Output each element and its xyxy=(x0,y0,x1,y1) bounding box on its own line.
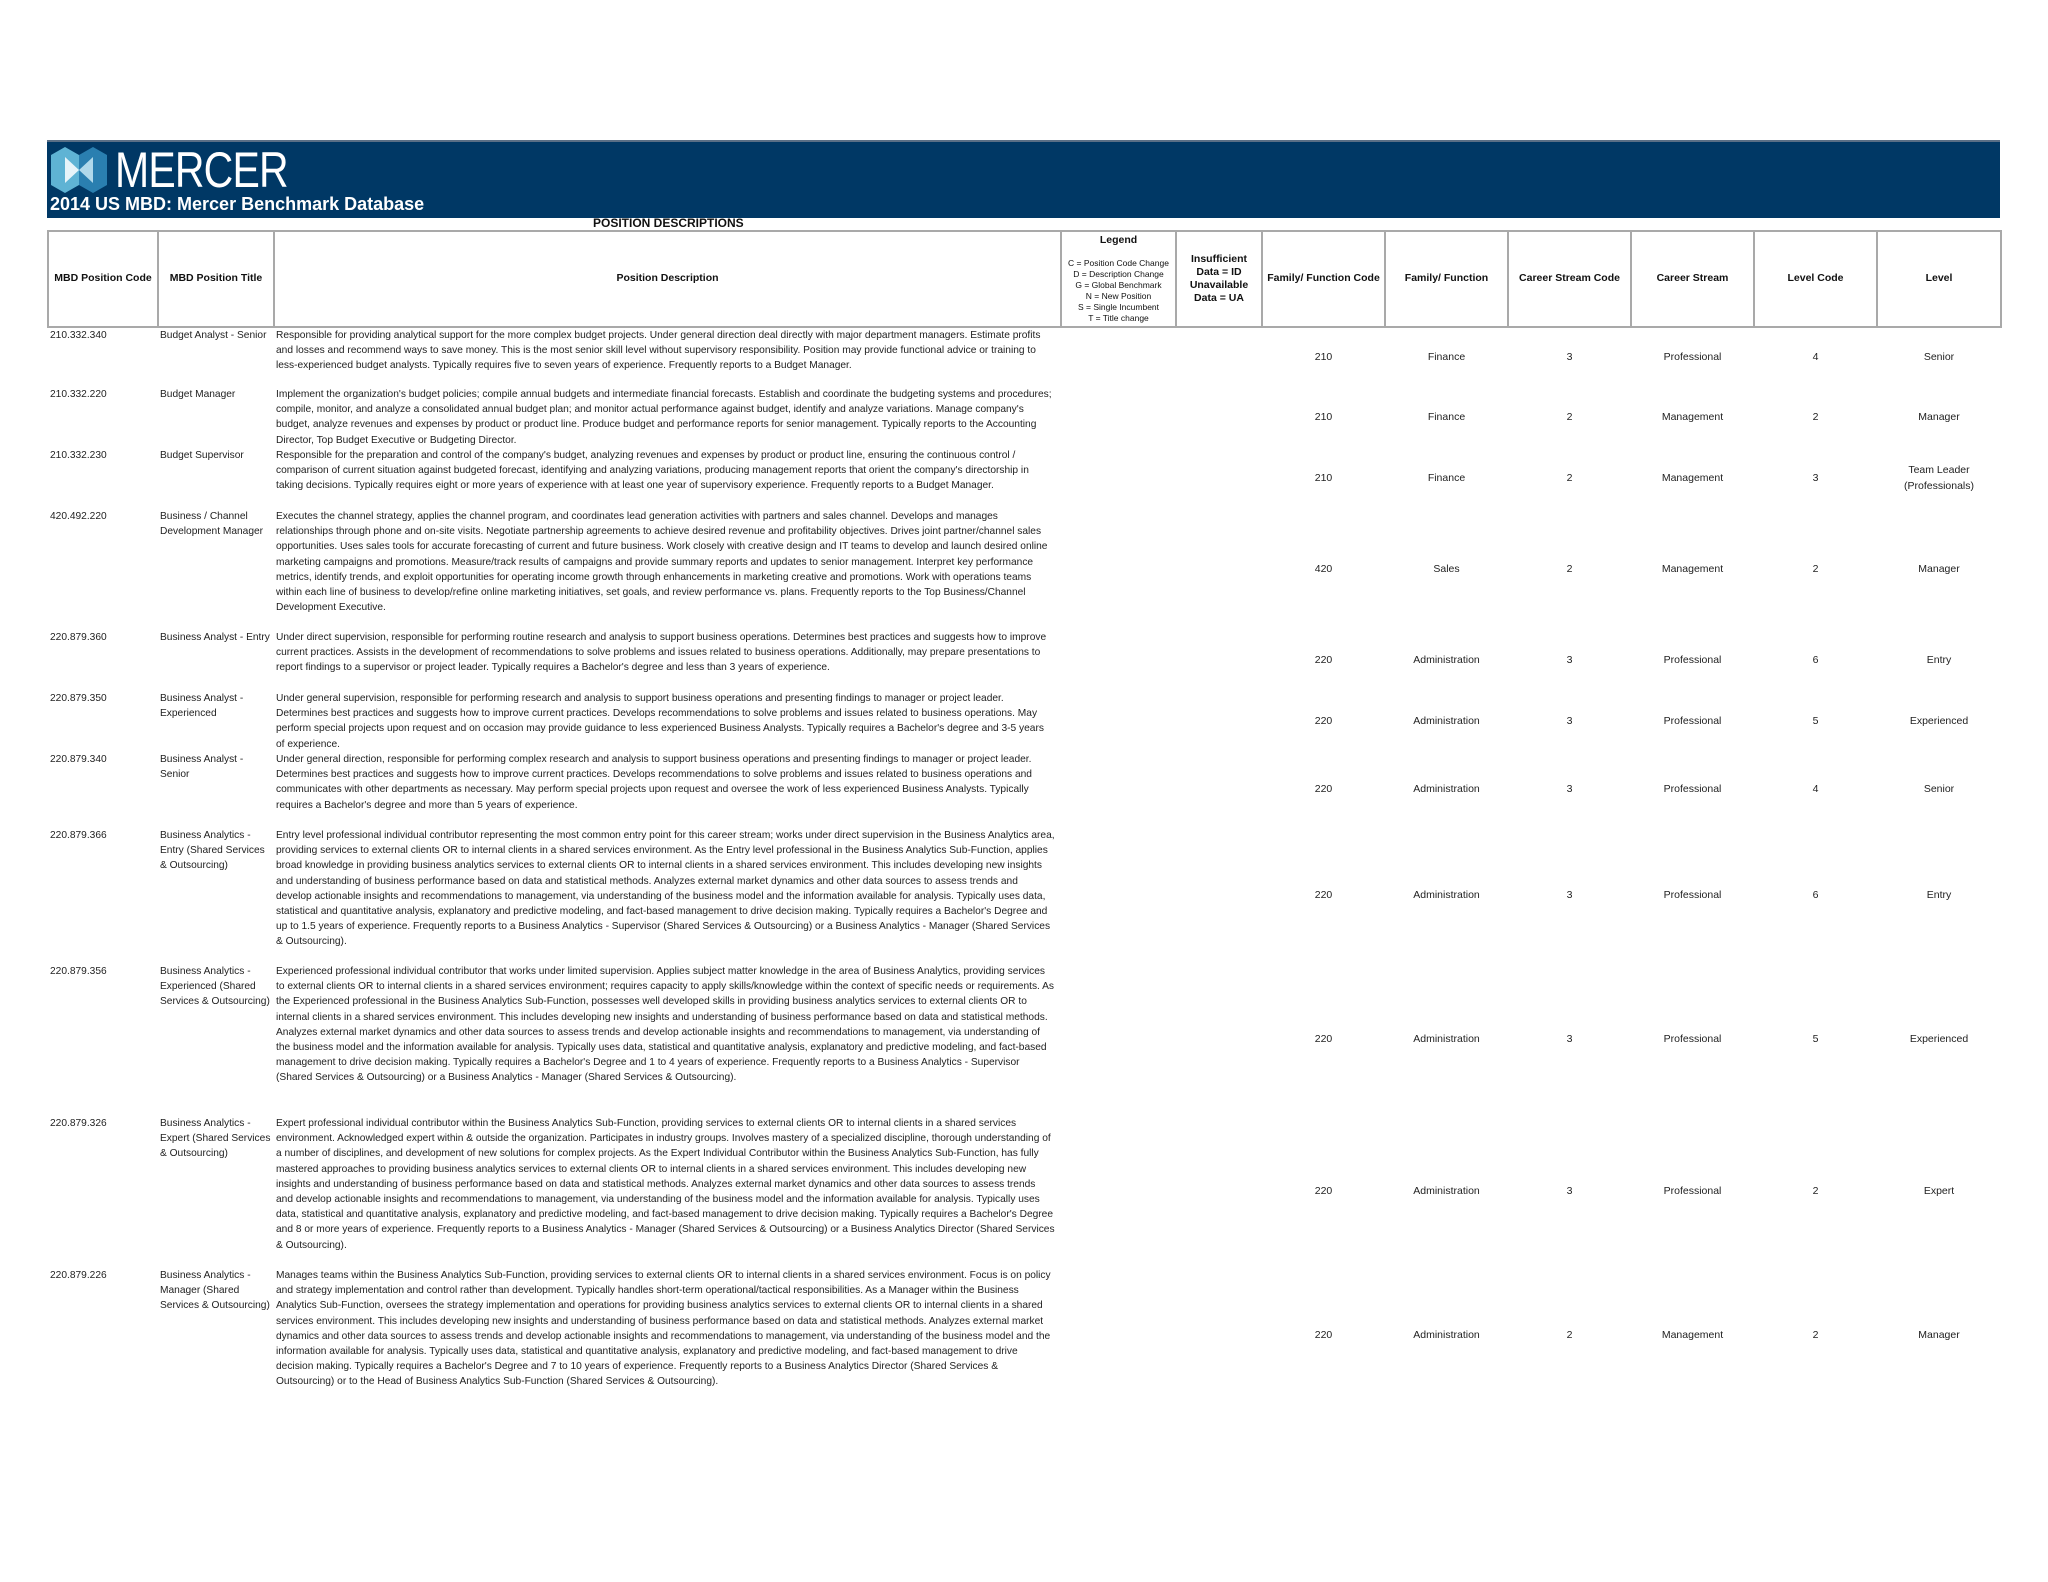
position-code: 220.879.226 xyxy=(50,1270,107,1281)
position-description: Expert professional individual contributor within the Business Analytics Sub-Function, providing services to external clients OR to internal clients in a shared services environment. Acknowledged expert within & outside the organization. Participates in industry groups. Involves mastery of a specialized discipline, thorough understanding of a number of disciplines, and development of new solutions for complex projects. As the Expert Individual Contributor within the Business Analytics Sub-Function, has fully mastered approaches to providing business analytics services to external clients OR to internal clients in a shared services environment. This includes developing new insights and understanding of business performance based on data and statistical methods. Analyzes external market dynamics and other data sources to assess trends and develop actionable insights and recommendations to management, via understanding of the business model and the information available for analysis. Typically uses data, statistical and quantitative analysis, explanatory and predictive modeling, and fact-based management to drive decision making. Typically requires a Bachelor's Degree and 8 or more years of experience. Frequently reports to a Business Analytics - Manager (Shared Services & Outsourcing) or a Business Analytics Director (Shared Services & Outsourcing). xyxy=(276,1118,1055,1251)
legend-cell xyxy=(1061,509,1176,630)
family-function: Finance xyxy=(1427,350,1466,363)
career-stream: Professional xyxy=(1663,889,1722,902)
career-stream: Professional xyxy=(1663,1033,1722,1046)
position-description: Responsible for providing analytical support for the more complex budget projects. Under general direction deal directly with major department managers. Estimate profits and losses and recommend ways to save money. This is the most senior skill level without supervisory responsibility. Position may provide functional advice or training to less-experienced budget analysts. Typically requires five to seven years of experience. Frequently reports to a Budget Manager. xyxy=(276,330,1041,372)
family-function: Sales xyxy=(1433,562,1460,575)
table-row[interactable] xyxy=(48,1268,2001,1404)
career-stream-code: 3 xyxy=(1566,714,1573,727)
mercer-logo xyxy=(51,142,326,198)
insufficient-data-cell xyxy=(1176,448,1262,509)
position-title: Business Analytics - Experienced (Shared Services & Outsourcing) xyxy=(160,966,270,1008)
col-header-level[interactable]: Level xyxy=(1877,231,2001,327)
table-row[interactable] xyxy=(48,630,2001,691)
legend-cell xyxy=(1061,964,1176,1116)
insufficient-line: Data = UA xyxy=(1194,292,1244,305)
level: Entry xyxy=(1926,653,1952,666)
career-stream-code: 2 xyxy=(1566,1329,1573,1342)
family-code: 220 xyxy=(1314,714,1333,727)
position-title: Business / Channel Development Manager xyxy=(160,511,264,538)
position-code: 420.492.220 xyxy=(50,511,107,522)
position-description: Experienced professional individual contributor that works under limited supervision. Applies subject matter knowledge in the area of Business Analytics, providing services to external clients OR to internal clients in a shared services environment; requires capacity to apply skills/knowledge within the context of specific needs or requirements. As the Experienced professional in the Business Analytics Sub-Function, possesses well developed skills in providing business analytics services to external clients OR to internal clients in a shared services environment. This includes developing new insights and understanding of business performance based on data and statistical methods. Analyzes external market dynamics and other data sources to assess trends and develop actionable insights and recommendations to management, via understanding of the business model and the information available for analysis. Typically uses data, statistical and quantitative analysis, explanatory and predictive modeling, and fact-based management to drive decision making. Typically requires a Bachelor's Degree and 1 to 4 years of experience. Frequently reports to a Business Analytics - Supervisor (Shared Services & Outsourcing) or a Business Analytics - Manager (Shared Services & Outsourcing). xyxy=(276,966,1055,1084)
career-stream: Professional xyxy=(1663,350,1722,363)
level: Entry xyxy=(1926,889,1952,902)
career-stream: Management xyxy=(1661,562,1724,575)
legend-line: N = New Position xyxy=(1085,290,1152,301)
header-row xyxy=(48,231,2001,327)
position-code: 220.879.340 xyxy=(50,754,107,765)
col-header-code[interactable]: MBD Position Code xyxy=(48,231,158,327)
col-header-family-code[interactable]: Family/ Function Code xyxy=(1262,231,1385,327)
table-row[interactable] xyxy=(48,387,2001,448)
level-code: 6 xyxy=(1812,889,1819,902)
career-stream: Professional xyxy=(1663,783,1722,796)
family-code: 210 xyxy=(1314,410,1333,423)
level-code: 4 xyxy=(1812,783,1819,796)
table-row[interactable] xyxy=(48,691,2001,752)
career-stream-code: 3 xyxy=(1566,1033,1573,1046)
career-stream-code: 3 xyxy=(1566,1185,1573,1198)
family-code: 220 xyxy=(1314,1329,1333,1342)
level-code: 2 xyxy=(1812,410,1819,423)
career-stream: Professional xyxy=(1663,714,1722,727)
career-stream: Management xyxy=(1661,471,1724,484)
career-stream: Professional xyxy=(1663,653,1722,666)
position-title: Business Analyst - Entry xyxy=(160,632,270,643)
family-code: 210 xyxy=(1314,471,1333,484)
legend-cell xyxy=(1061,448,1176,509)
position-description: Executes the channel strategy, applies the channel program, and coordinates lead generation activities with partners and sales channel. Develops and manages relationships through phone and on-site visits. Negotiate partnership agreements to achieve desired revenue and profitability objectives. Drives joint partner/channel sales opportunities. Uses sales tools for accurate forecasting of current and future business. Work closely with creative design and IT teams to develop and launch desired online marketing campaigns and promotions. Measure/track results of campaigns and provide summary reports and updates to senior management. Interpret key performance metrics, identify trends, and exploit opportunities for operating income growth through enhancements in marketing creative and promotions. Work with operations teams within each line of business to develop/refine online marketing initiatives, set goals, and review performance vs. plans. Frequently reports to the Top Business/Channel Development Executive. xyxy=(276,511,1048,614)
header-banner xyxy=(47,140,2000,218)
insufficient-data-cell xyxy=(1176,630,1262,691)
table-row[interactable] xyxy=(48,752,2001,828)
insufficient-data-cell xyxy=(1176,828,1262,964)
career-stream: Management xyxy=(1661,410,1724,423)
level-code: 2 xyxy=(1812,562,1819,575)
family-code: 220 xyxy=(1314,1185,1333,1198)
legend-cell xyxy=(1061,1268,1176,1404)
family-code: 220 xyxy=(1314,653,1333,666)
position-code: 210.332.230 xyxy=(50,450,107,461)
position-table xyxy=(47,230,2002,1404)
family-code: 220 xyxy=(1314,783,1333,796)
position-code: 220.879.366 xyxy=(50,830,107,841)
col-header-insufficient-data[interactable] xyxy=(1176,231,1262,327)
insufficient-data-cell xyxy=(1176,387,1262,448)
family-function: Administration xyxy=(1413,714,1480,727)
insufficient-data-cell xyxy=(1176,691,1262,752)
position-title: Budget Manager xyxy=(160,389,236,400)
legend-cell xyxy=(1061,691,1176,752)
level-code: 2 xyxy=(1812,1185,1819,1198)
level-code: 3 xyxy=(1812,471,1819,484)
legend-cell xyxy=(1061,327,1176,387)
level-code: 5 xyxy=(1812,1033,1819,1046)
col-header-legend[interactable] xyxy=(1061,231,1176,327)
database-title: 2014 US MBD: Mercer Benchmark Database xyxy=(50,194,425,214)
level: Expert xyxy=(1923,1185,1955,1198)
career-stream-code: 2 xyxy=(1566,471,1573,484)
level-code: 6 xyxy=(1812,653,1819,666)
position-title: Business Analytics - Entry (Shared Services & Outsourcing) xyxy=(160,830,265,872)
legend-line: T = Title change xyxy=(1088,312,1149,323)
table-row[interactable] xyxy=(48,448,2001,509)
section-title: POSITION DESCRIPTIONS xyxy=(593,216,744,230)
position-title: Business Analyst - Senior xyxy=(160,754,244,781)
level: Manager xyxy=(1918,562,1960,575)
position-code: 210.332.220 xyxy=(50,389,107,400)
family-code: 420 xyxy=(1314,562,1333,575)
career-stream-code: 3 xyxy=(1566,653,1573,666)
level-code: 2 xyxy=(1812,1329,1819,1342)
col-header-title[interactable]: MBD Position Title xyxy=(158,231,274,327)
level: Senior xyxy=(1923,783,1955,796)
col-header-family[interactable]: Family/ Function xyxy=(1385,231,1508,327)
insufficient-data-cell xyxy=(1176,509,1262,630)
insufficient-line: Unavailable xyxy=(1189,279,1249,291)
position-code: 210.332.340 xyxy=(50,330,107,341)
legend-cell xyxy=(1061,387,1176,448)
career-stream: Management xyxy=(1661,1329,1724,1342)
brand-name: MERCER xyxy=(115,142,288,198)
career-stream-code: 3 xyxy=(1566,889,1573,902)
level: Experienced xyxy=(1909,1033,1969,1046)
col-header-career-code[interactable]: Career Stream Code xyxy=(1508,231,1631,327)
table-row[interactable] xyxy=(48,327,2001,387)
family-code: 220 xyxy=(1314,889,1333,902)
position-title: Business Analytics - Expert (Shared Services & Outsourcing) xyxy=(160,1118,271,1160)
family-code: 220 xyxy=(1314,1033,1333,1046)
insufficient-data-cell xyxy=(1176,964,1262,1116)
position-description: Under direct supervision, responsible for performing routine research and analysis to support business operations. Determines best practices and suggests how to improve current practices. Assists in the development of recommendations to solve problems and issues related to business operations. Additionally, may prepare presentations to report findings to a supervisor or project leader. Typically requires a Bachelor's degree and less than 3 years of experience. xyxy=(276,632,1047,674)
legend-line: D = Description Change xyxy=(1073,268,1164,279)
table-row[interactable] xyxy=(48,964,2001,1116)
position-title: Budget Supervisor xyxy=(160,450,244,461)
level: Manager xyxy=(1918,1329,1960,1342)
family-function: Finance xyxy=(1427,471,1466,484)
col-header-level-code[interactable]: Level Code xyxy=(1754,231,1877,327)
level: Manager xyxy=(1918,410,1960,423)
insufficient-data-cell xyxy=(1176,1116,1262,1268)
col-header-description[interactable]: Position Description xyxy=(274,231,1061,327)
insufficient-line: Data = ID xyxy=(1196,265,1242,278)
position-description: Under general supervision, responsible for performing research and analysis to support business operations and presenting findings to manager or project leader. Determines best practices and suggests how to improve current practices. Develops recommendations to solve problems and issues related to business operations. May perform special projects upon request and on occasion may provide guidance to less experienced Business Analysts. Typically requires a Bachelor's degree and 3-5 years of experience. xyxy=(276,693,1044,750)
legend-cell xyxy=(1061,1116,1176,1268)
level: Experienced xyxy=(1909,714,1969,727)
position-description: Implement the organization's budget policies; compile annual budgets and intermediate financial forecasts. Establish and coordinate the budgeting systems and procedures; compile, monitor, and analyze a consolidated annual budget plan; and monitor actual performance against budget, identify and analyze variations. Manage company's budget, analyze revenues and expenses by product or product line. Produce budget and performance reports for senior management. Typically reports to the Accounting Director, Top Budget Executive or Budgeting Director. xyxy=(276,389,1052,446)
family-function: Administration xyxy=(1413,653,1480,666)
level-code: 5 xyxy=(1812,714,1819,727)
level: Senior xyxy=(1923,350,1955,363)
position-description: Responsible for the preparation and control of the company's budget, analyzing revenues and expenses by product or product line, ensuring the continuous control / comparison of current situation against budgeted forecast, identifying and analyzing variations, producing management reports that orient the company's directorship in taking decisions. Typically requires eight or more years of experience with at least one year of supervisory experience. Frequently reports to a Budget Manager. xyxy=(276,450,1029,492)
legend-cell xyxy=(1061,828,1176,964)
position-description: Under general direction, responsible for performing complex research and analysis to support business operations and presenting findings to manager or project leader. Determines best practices and suggests how to improve current practices. Develops recommendations to solve problems and issues related to business operations and communicates with other departments as necessary. May perform special projects upon request and oversee the work of less experienced Business Analysts. Typically requires a Bachelor's degree and more than 5 years of experience. xyxy=(276,754,1032,811)
family-function: Administration xyxy=(1413,1033,1480,1046)
position-title: Business Analyst - Experienced xyxy=(160,693,244,720)
family-function: Finance xyxy=(1427,410,1466,423)
position-description: Manages teams within the Business Analytics Sub-Function, providing services to external clients OR to internal clients in a shared services environment. Focus is on policy and strategy implementation and control rather than development. Typically handles short-term operational/tactical responsibilities. As a Manager within the Business Analytics Sub-Function, oversees the strategy implementation and operations for providing business analytics services to external clients OR to internal clients in a shared services environment. This includes developing new insights and understanding of business performance based on data and statistical methods. Analyzes external market dynamics and other data sources to assess trends and develop actionable insights and recommendations to management, via understanding of the business model and the information available for analysis. Typically uses data, statistical and quantitative analysis, explanatory and predictive modeling, and fact-based management to drive decision making. Typically requires a Bachelor's Degree and 7 to 10 years of experience. Frequently reports to a Business Analytics Director (Shared Services & Outsourcing) or to the Head of Business Analytics Sub-Function (Shared Services & Outsourcing). xyxy=(276,1270,1051,1388)
insufficient-data-cell xyxy=(1176,327,1262,387)
family-code: 210 xyxy=(1314,350,1333,363)
position-description: Entry level professional individual contributor representing the most common entry point for this career stream; works under direct supervision in the Business Analytics area, providing services to external clients OR to internal clients in a shared services environment. As the Entry level professional in the Business Analytics Sub-Function, applies broad knowledge in providing business analytics services to external clients OR to internal clients in a shared services environment. This includes developing new insights and understanding of business performance based on data and statistical methods. Analyzes external market dynamics and other data sources to assess trends and develop actionable insights and recommendations to management, via understanding of the business model and the information available for analysis. Typically uses data, statistical and quantitative analysis, explanatory and predictive modeling, and fact-based management to drive decision making. Typically requires a Bachelor's Degree and up to 1.5 years of experience. Frequently reports to a Business Analytics - Supervisor (Shared Services & Outsourcing) or a Business Analytics - Manager (Shared Services & Outsourcing). xyxy=(276,830,1055,948)
family-function: Administration xyxy=(1413,1329,1480,1342)
legend-cell xyxy=(1061,752,1176,828)
insufficient-data-cell xyxy=(1176,1268,1262,1404)
insufficient-data-cell xyxy=(1176,752,1262,828)
table-row[interactable] xyxy=(48,1116,2001,1268)
career-stream-code: 2 xyxy=(1566,410,1573,423)
position-code: 220.879.356 xyxy=(50,966,107,977)
family-function: Administration xyxy=(1413,889,1480,902)
insufficient-line: Insufficient xyxy=(1190,252,1247,265)
position-title: Business Analytics - Manager (Shared Services & Outsourcing) xyxy=(160,1270,270,1312)
career-stream-code: 2 xyxy=(1566,562,1573,575)
career-stream: Professional xyxy=(1663,1185,1722,1198)
position-code: 220.879.350 xyxy=(50,693,107,704)
position-code: 220.879.360 xyxy=(50,632,107,643)
position-title: Budget Analyst - Senior xyxy=(160,330,267,341)
mercer-logo-icon xyxy=(51,147,107,193)
career-stream-code: 3 xyxy=(1566,783,1573,796)
legend-cell xyxy=(1061,630,1176,691)
family-function: Administration xyxy=(1413,783,1480,796)
family-function: Administration xyxy=(1413,1185,1480,1198)
legend-line: C = Position Code Change xyxy=(1068,257,1169,268)
legend-line: S = Single Incumbent xyxy=(1077,301,1160,312)
level-code: 4 xyxy=(1812,350,1819,363)
table-row[interactable] xyxy=(48,509,2001,630)
career-stream-code: 3 xyxy=(1566,350,1573,363)
legend-line: G = Global Benchmark xyxy=(1075,279,1162,290)
level: Team Leader (Professionals) xyxy=(1903,464,1975,492)
col-header-career[interactable]: Career Stream xyxy=(1631,231,1754,327)
legend-title: Legend xyxy=(1099,234,1138,247)
table-body xyxy=(48,327,2001,1404)
position-code: 220.879.326 xyxy=(50,1118,107,1129)
table-row[interactable] xyxy=(48,828,2001,964)
